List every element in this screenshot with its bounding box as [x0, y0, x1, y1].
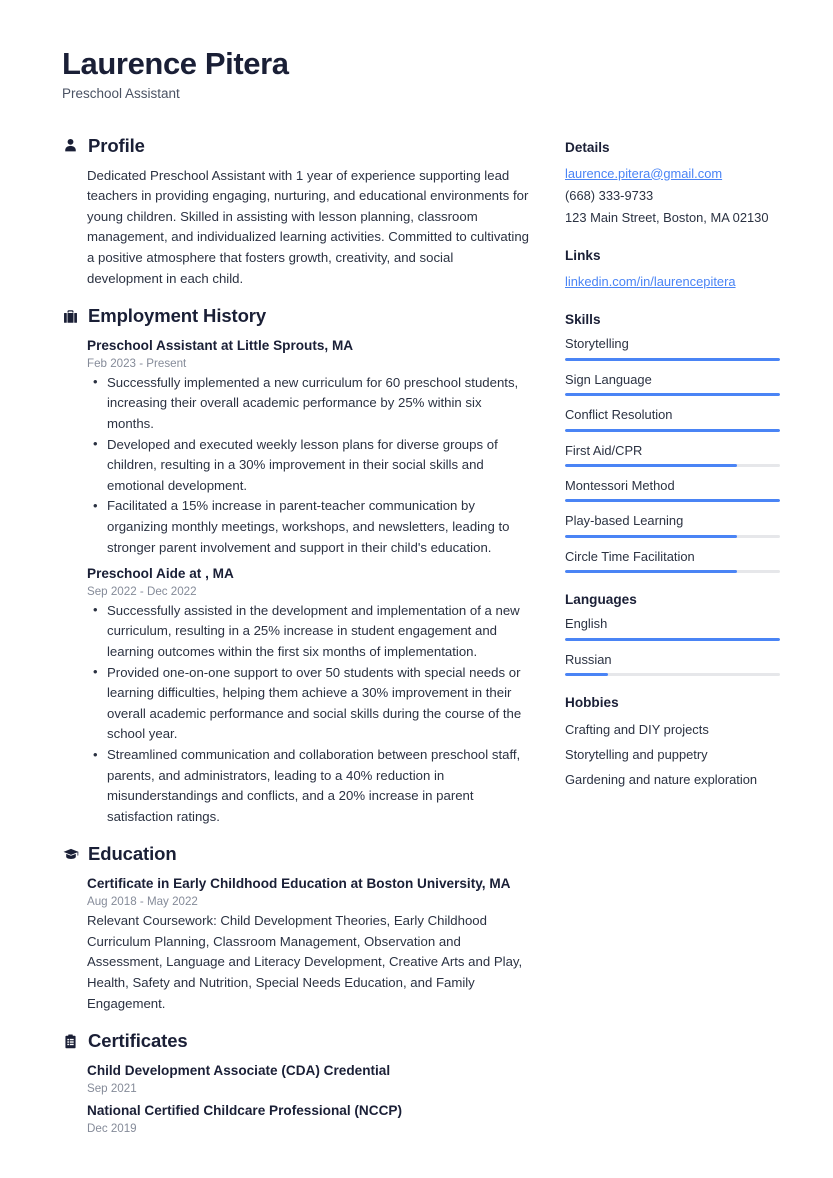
sidebar-skills-title: Skills [565, 312, 601, 328]
employment-entry-date: Feb 2023 - Present [87, 356, 187, 370]
certificate-entry [87, 1101, 532, 1135]
section-education [62, 843, 532, 1014]
skill-item [565, 371, 780, 396]
employment-entry-bullets [87, 601, 532, 828]
hobby-item: Storytelling and puppetry [565, 746, 708, 762]
education-entry-description: Relevant Coursework: Child Development Theories, Early Childhood Curriculum Planning, Classroom Management, Observation and Assessment, Language and Literacy Development, Creative Arts and Play, Health, Safety and Nutrition, Special Needs Education, and Family Engagement. [87, 913, 523, 1011]
list-item: • Streamlined communication and collaboration between preschool staff, parents, and administrators, leading to a 40% reduction in misunderstandings and conflicts, and a 20% increase in parent satisfaction ratings. [87, 745, 532, 827]
skill-level-track [565, 429, 780, 432]
section-certificates-title: Certificates [88, 1030, 188, 1052]
list-item: • Developed and executed weekly lesson plans for diverse groups of children, resulting in a 30% improvement in their social skills and emotional development. [87, 435, 532, 497]
skill-label: Storytelling [565, 336, 629, 352]
skill-item [565, 442, 780, 467]
sidebar-block-languages [565, 592, 780, 676]
sidebar-hobbies-title: Hobbies [565, 695, 619, 711]
sidebar-details-title: Details [565, 139, 610, 155]
certificate-entry-date: Dec 2019 [87, 1121, 137, 1135]
skill-item [565, 512, 780, 537]
language-level-fill [565, 673, 608, 676]
skill-label: Montessori Method [565, 478, 675, 494]
sidebar-block-details [565, 140, 780, 230]
sidebar-block-hobbies [565, 695, 780, 792]
person-icon [62, 137, 79, 154]
skill-level-fill [565, 358, 780, 361]
education-entry-title: Certificate in Early Childhood Education at Boston University, MA [87, 876, 511, 892]
certificate-entry-title: National Certified Childcare Professional (NCCP) [87, 1102, 402, 1118]
employment-entry-date: Sep 2022 - Dec 2022 [87, 584, 197, 598]
language-level-track [565, 673, 780, 676]
list-item: • Successfully implemented a new curriculum for 60 preschool students, increasing their overall academic performance by 25% within six months. [87, 373, 532, 435]
section-education-header [62, 843, 532, 865]
certificate-entry-date: Sep 2021 [87, 1081, 137, 1095]
skill-level-track [565, 464, 780, 467]
employment-entry-title: Preschool Aide at , MA [87, 566, 234, 582]
candidate-name: Laurence Pitera [62, 46, 289, 81]
skill-label: Circle Time Facilitation [565, 548, 695, 564]
section-certificates-body [62, 1061, 532, 1134]
skill-level-track [565, 570, 780, 573]
skill-level-track [565, 358, 780, 361]
section-profile [62, 135, 532, 290]
section-employment-title: Employment History [88, 305, 267, 327]
clipboard-icon [62, 1033, 79, 1050]
employment-entry [87, 336, 532, 558]
linkedin-link[interactable]: linkedin.com/in/laurencepitera [565, 274, 736, 290]
skill-level-track [565, 535, 780, 538]
skill-level-fill [565, 535, 737, 538]
section-education-body [62, 874, 532, 1014]
list-item: • Successfully assisted in the development and implementation of a new curriculum, resulting in a 25% increase in student engagement and learning outcomes within the first six months of implementation. [87, 601, 532, 663]
email-link[interactable]: laurence.pitera@gmail.com [565, 165, 723, 181]
hobby-item: Gardening and nature exploration [565, 771, 758, 787]
phone-text: (668) 333-9733 [565, 187, 654, 203]
sidebar-block-links [565, 248, 780, 293]
certificate-entry-title: Child Development Associate (CDA) Credential [87, 1063, 391, 1079]
employment-entry [87, 564, 532, 827]
list-item: • Provided one-on-one support to over 50 students with special needs or learning difficulties, helping them achieve a 30% improvement in their overall academic performance and social skills during the course of the school year. [87, 663, 532, 745]
sidebar-links-title: Links [565, 248, 601, 264]
skill-level-fill [565, 429, 780, 432]
skill-label: Sign Language [565, 371, 652, 387]
education-entry-date: Aug 2018 - May 2022 [87, 895, 198, 909]
section-certificates-header [62, 1030, 532, 1052]
sidebar-block-skills [565, 312, 780, 573]
briefcase-icon [62, 308, 79, 325]
section-certificates [62, 1030, 532, 1134]
skill-item [565, 335, 780, 360]
resume-columns [62, 135, 781, 1151]
graduation-cap-icon [62, 846, 79, 863]
skill-item [565, 548, 780, 573]
section-profile-title: Profile [88, 134, 145, 156]
education-entry [87, 874, 532, 1014]
language-label: Russian [565, 651, 612, 667]
section-education-title: Education [88, 843, 177, 865]
employment-entry-title: Preschool Assistant at Little Sprouts, MA [87, 338, 354, 354]
section-employment-header [62, 305, 532, 327]
section-employment-body [62, 336, 532, 827]
section-profile-body [62, 166, 532, 290]
sidebar-column [565, 135, 780, 812]
language-label: English [565, 616, 608, 632]
skill-level-fill [565, 570, 737, 573]
resume-header [62, 46, 781, 101]
main-column [62, 135, 532, 1151]
skill-level-fill [565, 499, 780, 502]
skill-level-fill [565, 393, 780, 396]
sidebar-languages-title: Languages [565, 592, 637, 608]
address-text: 123 Main Street, Boston, MA 02130 [565, 209, 769, 225]
language-level-track [565, 638, 780, 641]
list-item: • Facilitated a 15% increase in parent-teacher communication by organizing monthly meetings, workshops, and newsletters, leading to stronger parent involvement and support in their child's education. [87, 496, 532, 558]
language-item [565, 651, 780, 676]
certificate-entry [87, 1061, 532, 1095]
skill-item [565, 477, 780, 502]
section-employment [62, 305, 532, 827]
skill-level-track [565, 393, 780, 396]
employment-entry-bullets [87, 373, 532, 558]
skill-label: Play-based Learning [565, 513, 684, 529]
skill-level-fill [565, 464, 737, 467]
section-profile-header [62, 135, 532, 157]
profile-summary-text: Dedicated Preschool Assistant with 1 year of experience supporting lead teachers in providing engaging, nurturing, and educational environments for young children. Skilled in assisting with lesson planning, classroom management, and individualized learning activities. Committed to cultivating a positive atmosphere that fosters growth, creativity, and social development in each child. [87, 167, 530, 286]
hobby-item: Crafting and DIY projects [565, 722, 709, 738]
skill-label: First Aid/CPR [565, 442, 643, 458]
candidate-job-title: Preschool Assistant [62, 85, 180, 101]
skill-label: Conflict Resolution [565, 407, 673, 423]
skill-level-track [565, 499, 780, 502]
language-level-fill [565, 638, 780, 641]
language-item [565, 615, 780, 640]
skill-item [565, 406, 780, 431]
